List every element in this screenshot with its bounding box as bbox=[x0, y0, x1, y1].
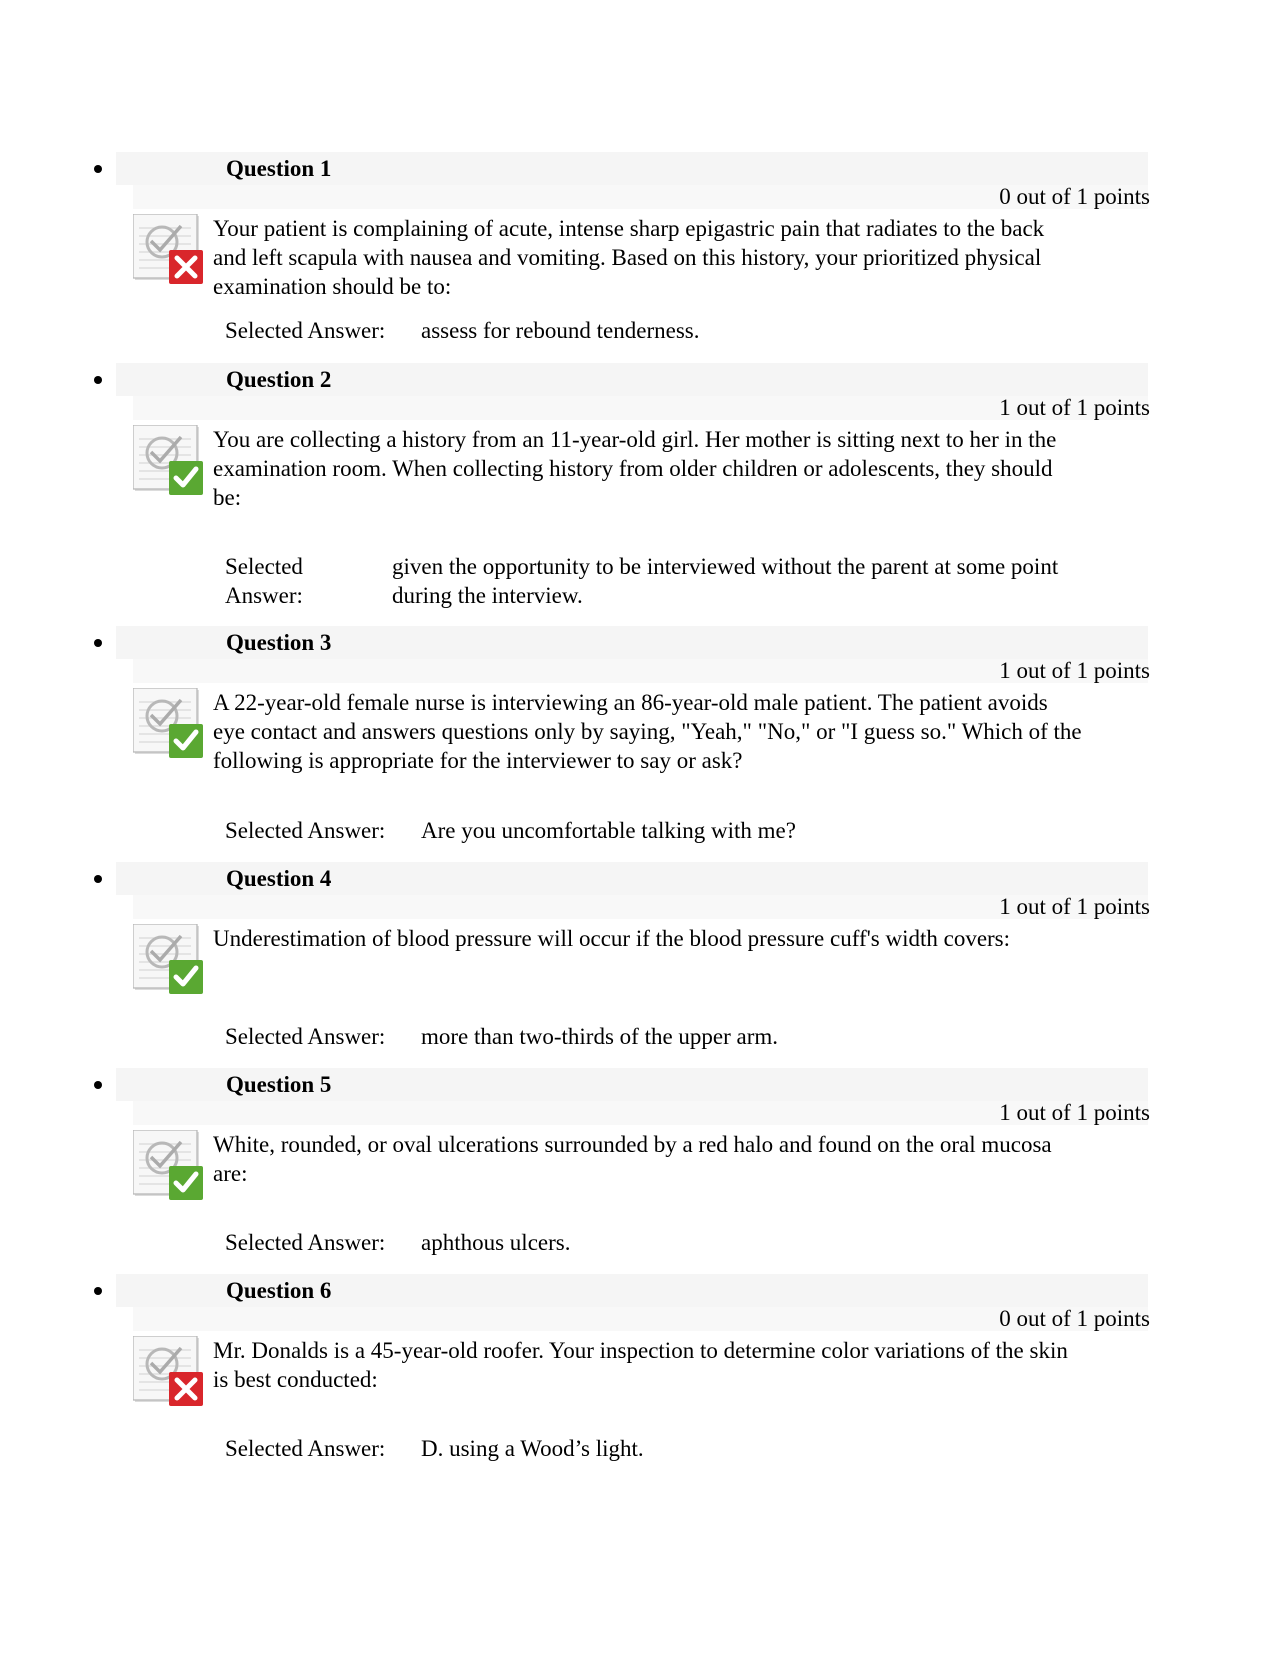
selected-answer-value: assess for rebound tenderness. bbox=[421, 318, 700, 343]
bullet bbox=[94, 165, 102, 173]
question-text: Your patient is complaining of acute, intense sharp epigastric pain that radiates to the back and left scapula with nausea and vomiting. Based on this history, your prioritized physical examination should be to: bbox=[213, 216, 1045, 299]
question-text: Mr. Donalds is a 45-year-old roofer. Your inspection to determine color variations of the skin is best conducted: bbox=[213, 1338, 1068, 1392]
selected-answer-value: D. using a Wood’s light. bbox=[421, 1436, 644, 1461]
selected-answer-value: Are you uncomfortable talking with me? bbox=[421, 818, 796, 843]
selected-answer-value: given the opportunity to be interviewed without the parent at some point during the interview. bbox=[392, 554, 1059, 608]
score-bar bbox=[133, 396, 1148, 420]
question-score: 1 out of 1 points bbox=[999, 1100, 1150, 1125]
question-title: Question 6 bbox=[226, 1278, 332, 1303]
incorrect-icon bbox=[133, 1336, 205, 1408]
score-bar bbox=[133, 185, 1148, 209]
score-bar bbox=[133, 1307, 1148, 1331]
correct-icon bbox=[133, 1130, 205, 1202]
selected-answer-label: Selected Answer: bbox=[225, 554, 303, 608]
correct-icon bbox=[133, 425, 205, 497]
selected-answer-label: Selected Answer: bbox=[225, 1230, 386, 1255]
question-title: Question 4 bbox=[226, 866, 332, 891]
question-score: 0 out of 1 points bbox=[999, 1306, 1150, 1331]
bullet bbox=[94, 1287, 102, 1295]
question-title: Question 2 bbox=[226, 367, 332, 392]
bullet bbox=[94, 1081, 102, 1089]
selected-answer-label: Selected Answer: bbox=[225, 1436, 386, 1461]
question-text: You are collecting a history from an 11-year-old girl. Her mother is sitting next to her in the examination room. When collecting history from older children or adolescents, they should be: bbox=[213, 427, 1057, 510]
selected-answer-label: Selected Answer: bbox=[225, 1024, 386, 1049]
question-title: Question 1 bbox=[226, 156, 332, 181]
question-score: 1 out of 1 points bbox=[999, 395, 1150, 420]
score-bar bbox=[133, 895, 1148, 919]
question-text: Underestimation of blood pressure will occur if the blood pressure cuff's width covers: bbox=[213, 926, 1011, 951]
question-text: White, rounded, or oval ulcerations surrounded by a red halo and found on the oral mucosa are: bbox=[213, 1132, 1052, 1186]
selected-answer-value: aphthous ulcers. bbox=[421, 1230, 571, 1255]
incorrect-icon bbox=[133, 214, 205, 286]
question-title: Question 3 bbox=[226, 630, 332, 655]
selected-answer-label: Selected Answer: bbox=[225, 318, 386, 343]
score-bar bbox=[133, 1101, 1148, 1125]
score-bar bbox=[133, 659, 1148, 683]
selected-answer-value: more than two-thirds of the upper arm. bbox=[421, 1024, 779, 1049]
bullet bbox=[94, 376, 102, 384]
correct-icon bbox=[133, 688, 205, 760]
question-title: Question 5 bbox=[226, 1072, 332, 1097]
correct-icon bbox=[133, 924, 205, 996]
selected-answer-label: Selected Answer: bbox=[225, 818, 386, 843]
question-score: 1 out of 1 points bbox=[999, 658, 1150, 683]
question-text: A 22-year-old female nurse is interviewing an 86-year-old male patient. The patient avoids eye contact and answers questions only by saying, "Yeah," "No," or "I guess so." Which of the following is appropriate for the interviewer to say or ask? bbox=[213, 690, 1082, 773]
bullet bbox=[94, 875, 102, 883]
question-score: 1 out of 1 points bbox=[999, 894, 1150, 919]
question-score: 0 out of 1 points bbox=[999, 184, 1150, 209]
bullet bbox=[94, 639, 102, 647]
